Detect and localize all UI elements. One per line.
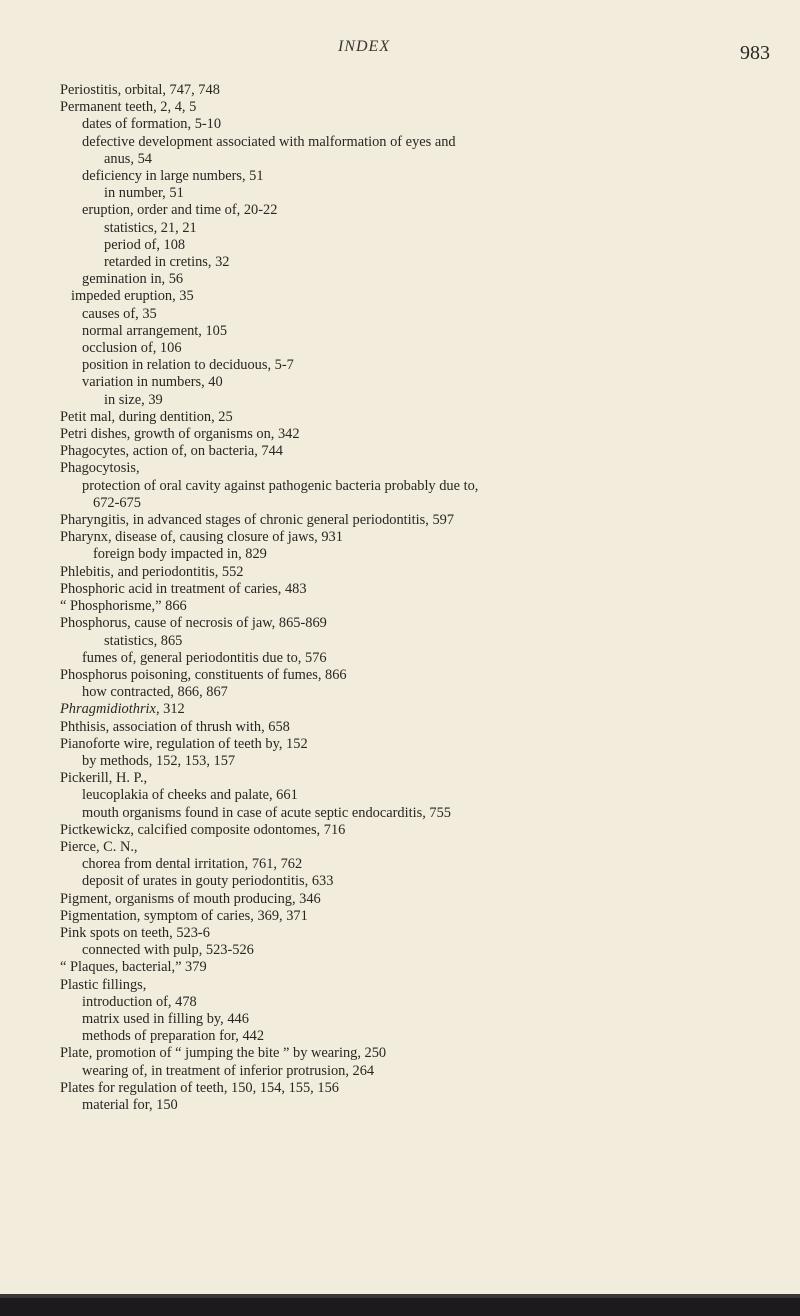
index-entries bbox=[60, 82, 760, 1114]
index-subentry: impeded eruption, 35 bbox=[71, 288, 194, 305]
index-heading-entry: Plates for regulation of teeth, 150, 154, 155, 156 bbox=[60, 1079, 339, 1096]
index-heading-entry: Plastic fillings, bbox=[60, 976, 147, 993]
index-subentry: methods of preparation for, 442 bbox=[82, 1028, 265, 1045]
page-number: 983 bbox=[740, 42, 770, 64]
index-subentry: chorea from dental irritation, 761, 762 bbox=[82, 856, 303, 873]
index-heading-entry: Pharyngitis, in advanced stages of chronic general periodontitis, 597 bbox=[60, 512, 455, 529]
scan-bottom-edge bbox=[0, 1294, 800, 1316]
index-heading-entry: “ Phosphorisme,” 866 bbox=[60, 598, 187, 615]
index-heading-entry: Pigment, organisms of mouth producing, 346 bbox=[60, 890, 321, 907]
index-heading-entry: Pharynx, disease of, causing closure of jaws, 931 bbox=[60, 529, 343, 546]
index-heading-entry: Phosphoric acid in treatment of caries, 483 bbox=[60, 580, 307, 597]
index-heading-entry: Pigmentation, symptom of caries, 369, 371 bbox=[60, 907, 308, 924]
index-subentry: variation in numbers, 40 bbox=[82, 374, 223, 391]
index-subentry: introduction of, 478 bbox=[82, 993, 197, 1010]
index-subentry: deficiency in large numbers, 51 bbox=[82, 168, 264, 185]
index-subentry: foreign body impacted in, 829 bbox=[93, 546, 267, 563]
index-subentry: fumes of, general periodontitis due to, 576 bbox=[82, 649, 327, 666]
index-subentry: protection of oral cavity against pathogenic bacteria probably due to, bbox=[82, 477, 479, 494]
index-heading-entry: Permanent teeth, 2, 4, 5 bbox=[60, 99, 197, 116]
index-heading-entry: “ Plaques, bacterial,” 379 bbox=[60, 959, 207, 976]
index-subentry: matrix used in filling by, 446 bbox=[82, 1010, 249, 1027]
index-entry-pages: , 312 bbox=[155, 701, 185, 718]
index-heading-entry: Phagocytes, action of, on bacteria, 744 bbox=[60, 443, 283, 460]
index-heading-entry: Pictkewickz, calcified composite odontomes, 716 bbox=[60, 821, 346, 838]
index-subentry: statistics, 21, 21 bbox=[104, 219, 197, 236]
index-subentry: position in relation to deciduous, 5-7 bbox=[82, 357, 294, 374]
index-heading-entry: Periostitis, orbital, 747, 748 bbox=[60, 82, 220, 98]
index-heading-entry: Plate, promotion of “ jumping the bite ” by wearing, 250 bbox=[60, 1045, 387, 1062]
index-subentry: in size, 39 bbox=[104, 391, 163, 408]
index-subentry: eruption, order and time of, 20-22 bbox=[82, 202, 278, 219]
index-heading-entry: Pink spots on teeth, 523-6 bbox=[60, 924, 210, 941]
index-heading-entry: Phosphorus poisoning, constituents of fumes, 866 bbox=[60, 666, 347, 683]
index-subentry: connected with pulp, 523-526 bbox=[82, 942, 254, 959]
index-subentry: deposit of urates in gouty periodontitis, 633 bbox=[82, 873, 334, 890]
index-subentry: 672-675 bbox=[93, 494, 141, 511]
index-subentry: statistics, 865 bbox=[104, 632, 183, 649]
index-heading-entry: Petri dishes, growth of organisms on, 342 bbox=[60, 426, 300, 443]
index-subentry: dates of formation, 5-10 bbox=[82, 116, 222, 133]
index-heading-entry bbox=[60, 701, 760, 718]
index-subentry: wearing of, in treatment of inferior protrusion, 264 bbox=[82, 1062, 375, 1079]
index-heading-entry: Pierce, C. N., bbox=[60, 838, 138, 855]
index-subentry: period of, 108 bbox=[104, 236, 186, 253]
index-heading-entry: Pianoforte wire, regulation of teeth by, 152 bbox=[60, 735, 308, 752]
index-subentry: material for, 150 bbox=[82, 1096, 178, 1113]
index-heading-entry: Phthisis, association of thrush with, 658 bbox=[60, 718, 290, 735]
index-subentry: causes of, 35 bbox=[82, 305, 157, 322]
index-subentry: anus, 54 bbox=[104, 150, 152, 167]
index-heading-entry: Phlebitis, and periodontitis, 552 bbox=[60, 563, 244, 580]
running-head: INDEX bbox=[338, 38, 391, 55]
index-heading-entry: Petit mal, during dentition, 25 bbox=[60, 408, 233, 425]
index-subentry: in number, 51 bbox=[104, 185, 184, 202]
index-subentry: mouth organisms found in case of acute septic endocarditis, 755 bbox=[82, 804, 452, 821]
index-subentry: how contracted, 866, 867 bbox=[82, 684, 228, 701]
index-heading-entry: Phagocytosis, bbox=[60, 460, 140, 477]
index-subentry: by methods, 152, 153, 157 bbox=[82, 752, 236, 769]
index-heading-entry: Phosphorus, cause of necrosis of jaw, 865-869 bbox=[60, 615, 327, 632]
index-entry-italic-term: Phragmidiothrix bbox=[60, 701, 156, 718]
index-subentry: retarded in cretins, 32 bbox=[104, 254, 230, 271]
index-heading-entry: Pickerill, H. P., bbox=[60, 770, 148, 787]
index-subentry: normal arrangement, 105 bbox=[82, 322, 228, 339]
index-subentry: occlusion of, 106 bbox=[82, 340, 182, 357]
page-header bbox=[0, 38, 800, 68]
index-subentry: defective development associated with malformation of eyes and bbox=[82, 133, 456, 150]
index-subentry: gemination in, 56 bbox=[82, 271, 184, 288]
index-subentry: leucoplakia of cheeks and palate, 661 bbox=[82, 787, 298, 804]
